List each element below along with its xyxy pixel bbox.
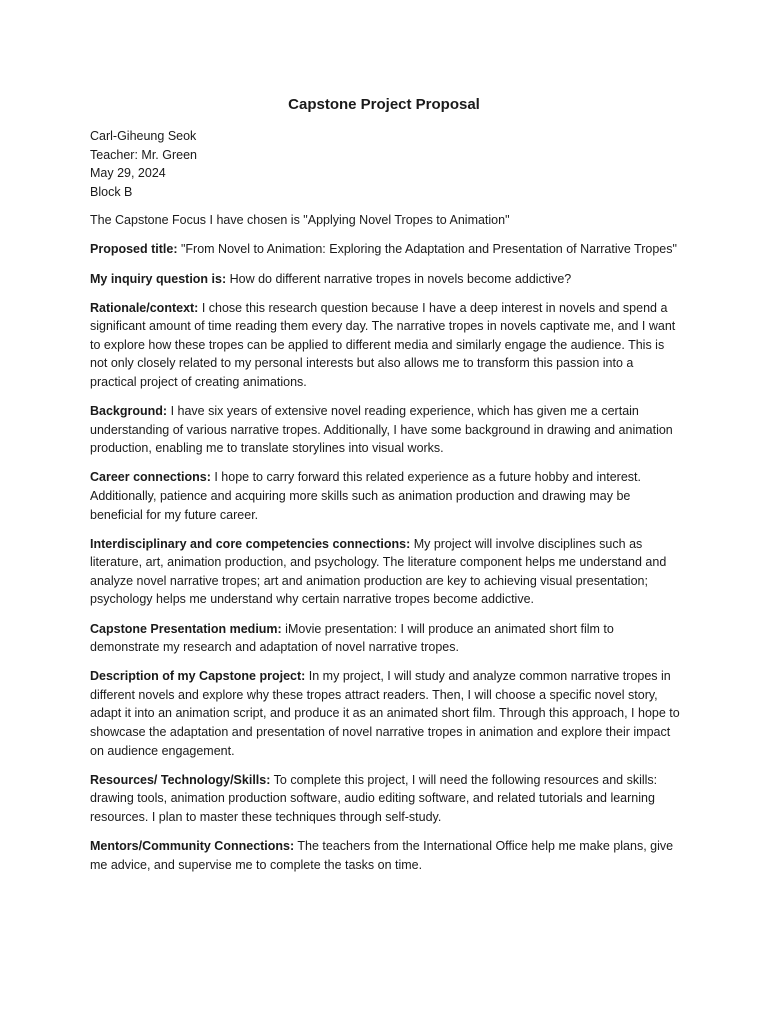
section-text: To complete this project, I will need the following resources and skills: drawing tools, animation production software, audio editing software, and related tutorials and learning resources. I plan to master these techniques through self-study. — [90, 772, 658, 824]
section-career-connections — [90, 468, 680, 524]
section-rationale — [90, 299, 680, 392]
date-line: May 29, 2024 — [90, 166, 166, 181]
section-project-description — [90, 667, 680, 760]
section-inquiry-question — [90, 270, 680, 289]
capstone-focus: The Capstone Focus I have chosen is "Applying Novel Tropes to Animation" — [90, 213, 510, 228]
section-proposed-title — [90, 240, 680, 259]
section-text: iMovie presentation: I will produce an animated short film to demonstrate my research and adaptation of novel narrative tropes. — [90, 621, 614, 655]
section-text: My project will involve disciplines such as literature, art, animation production, and psychology. The literature component helps me understand and analyze novel narrative tropes; art and animation production are key to achieving visual presentation; psychology helps me understand why certain narrative tropes become addictive. — [90, 536, 667, 607]
section-label: Rationale/context: — [90, 300, 199, 315]
section-text: "From Novel to Animation: Exploring the Adaptation and Presentation of Narrative Tropes" — [177, 242, 677, 257]
section-text: The teachers from the International Office help me make plans, give me advice, and supervise me to complete the tasks on time. — [90, 839, 674, 872]
author-name: Carl-Giheung Seok — [90, 129, 197, 143]
section-label: Description of my Capstone project: — [90, 669, 306, 684]
section-background — [90, 402, 680, 458]
author-header — [90, 127, 680, 201]
section-label: Background: — [90, 404, 168, 419]
page-title: Capstone Project Proposal — [288, 96, 480, 113]
section-text: I chose this research question because I have a deep interest in novels and spend a significant amount of time reading them every day. The narrative tropes in novels captivate me, and I want to explore how these tropes can be applied to different media and similarly engage the audience. This is not only closely related to my personal interests but also allows me to transform this passion into a practical project of creating animations. — [90, 300, 676, 390]
section-label: My inquiry question is: — [90, 271, 227, 286]
section-text: I have six years of extensive novel reading experience, which has given me a certain understanding of various narrative tropes. Additionally, I have some background in drawing and animation production, enabling me to translate storylines into visual works. — [90, 404, 673, 456]
section-interdisciplinary — [90, 535, 680, 609]
section-label: Proposed title: — [90, 242, 178, 257]
section-text: In my project, I will study and analyze common narrative tropes in different novels and explore why these tropes attract readers. Then, I will choose a specific novel story, adapt it into an animation script, and produce it as an animated short film. Through this approach, I hope to showcase the adaptation and presentation of novel narrative tropes in animation and explore their impact on audience engagement. — [90, 669, 680, 758]
section-label: Capstone Presentation medium: — [90, 621, 282, 636]
section-label: Mentors/Community Connections: — [90, 839, 295, 853]
section-text: How do different narrative tropes in novels become addictive? — [226, 271, 572, 286]
document-body — [90, 127, 680, 885]
section-text: I hope to carry forward this related experience as a future hobby and interest. Additionally, patience and acquiring more skills such as animation production and drawing may be beneficial for my future career. — [90, 470, 641, 522]
section-label: Interdisciplinary and core competencies connections: — [90, 536, 411, 551]
section-presentation-medium — [90, 620, 680, 657]
section-mentors — [90, 837, 680, 874]
block-line: Block B — [90, 184, 133, 199]
section-label: Career connections: — [90, 470, 211, 485]
teacher-line: Teacher: Mr. Green — [90, 147, 197, 162]
section-label: Resources/ Technology/Skills: — [90, 772, 271, 787]
section-resources — [90, 771, 680, 827]
